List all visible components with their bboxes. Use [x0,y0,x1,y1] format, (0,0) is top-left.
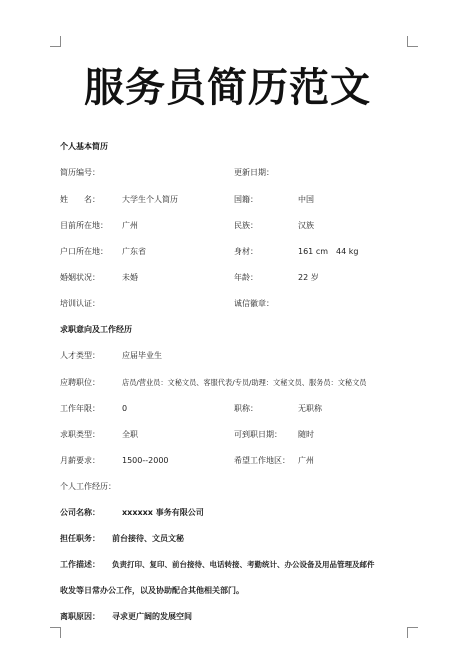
company-value: xxxxxx 事务有限公司 [122,508,204,517]
marital-value: 未婚 [122,273,138,282]
hukou-label: 户口所在地： [60,247,108,256]
salary-value: 1500--2000 [122,456,169,465]
age-value: 22 岁 [298,273,319,282]
position-value: 店员/营业员：文秘文员、客服代表/专员/助理：文秘文员、服务员：文秘文员 [122,378,367,387]
area-value: 广州 [298,456,314,465]
resume-no-label: 简历编号： [60,168,100,177]
crop-mark-bottom-right [407,627,418,638]
start-date-value: 随时 [298,430,314,439]
page-title: 服务员简历范文 [84,65,371,111]
residence-label: 目前所在地： [60,221,108,230]
crop-mark-bottom-left [50,627,61,638]
name-label: 姓 名： [60,195,100,204]
hukou-value: 广东省 [122,247,146,256]
training-label: 培训认证： [60,299,100,308]
talent-type-label: 人才类型： [60,351,100,360]
role-label: 担任职务： [60,534,100,543]
name-value: 大学生个人简历 [122,195,178,204]
marital-label: 婚姻状况： [60,273,100,282]
job-type-label: 求职类型： [60,430,100,439]
desc-label: 工作描述： [60,560,100,569]
body-label: 身材： [234,247,258,256]
position-label: 应聘职位： [60,378,100,387]
nationality-label: 国籍： [234,195,258,204]
update-date-label: 更新日期： [234,168,274,177]
section-intent-heading: 求职意向及工作经历 [60,325,132,334]
credit-label: 诚信徽章： [234,299,274,308]
role-value: 前台接待、文员文秘 [112,534,184,543]
salary-label: 月薪要求： [60,456,100,465]
desc-line-1: 负责打印、复印、前台接待、电话转接、考勤统计、办公设备及用品管理及邮件 [112,560,375,569]
years-value: 0 [122,404,128,413]
talent-type-value: 应届毕业生 [122,351,162,360]
crop-mark-top-right [407,36,418,47]
start-date-label: 可到职日期： [234,430,282,439]
body-value: 161 cm 44 kg [298,247,359,256]
title-label: 职称： [234,404,258,413]
area-label: 希望工作地区： [234,456,290,465]
desc-line-2: 收发等日常办公工作，以及协助配合其他相关部门。 [60,586,244,595]
experience-label: 个人工作经历： [60,482,116,491]
leave-reason-label: 离职原因： [60,612,100,621]
crop-mark-top-left [50,36,61,47]
ethnic-label: 民族： [234,221,258,230]
residence-value: 广州 [122,221,138,230]
section-basic-heading: 个人基本简历 [60,142,108,151]
years-label: 工作年限： [60,404,100,413]
job-type-value: 全职 [122,430,138,439]
age-label: 年龄： [234,273,258,282]
leave-reason-value: 寻求更广阔的发展空间 [112,612,192,621]
company-label: 公司名称： [60,508,100,517]
title-value: 无职称 [298,404,322,413]
nationality-value: 中国 [298,195,314,204]
ethnic-value: 汉族 [298,221,314,230]
